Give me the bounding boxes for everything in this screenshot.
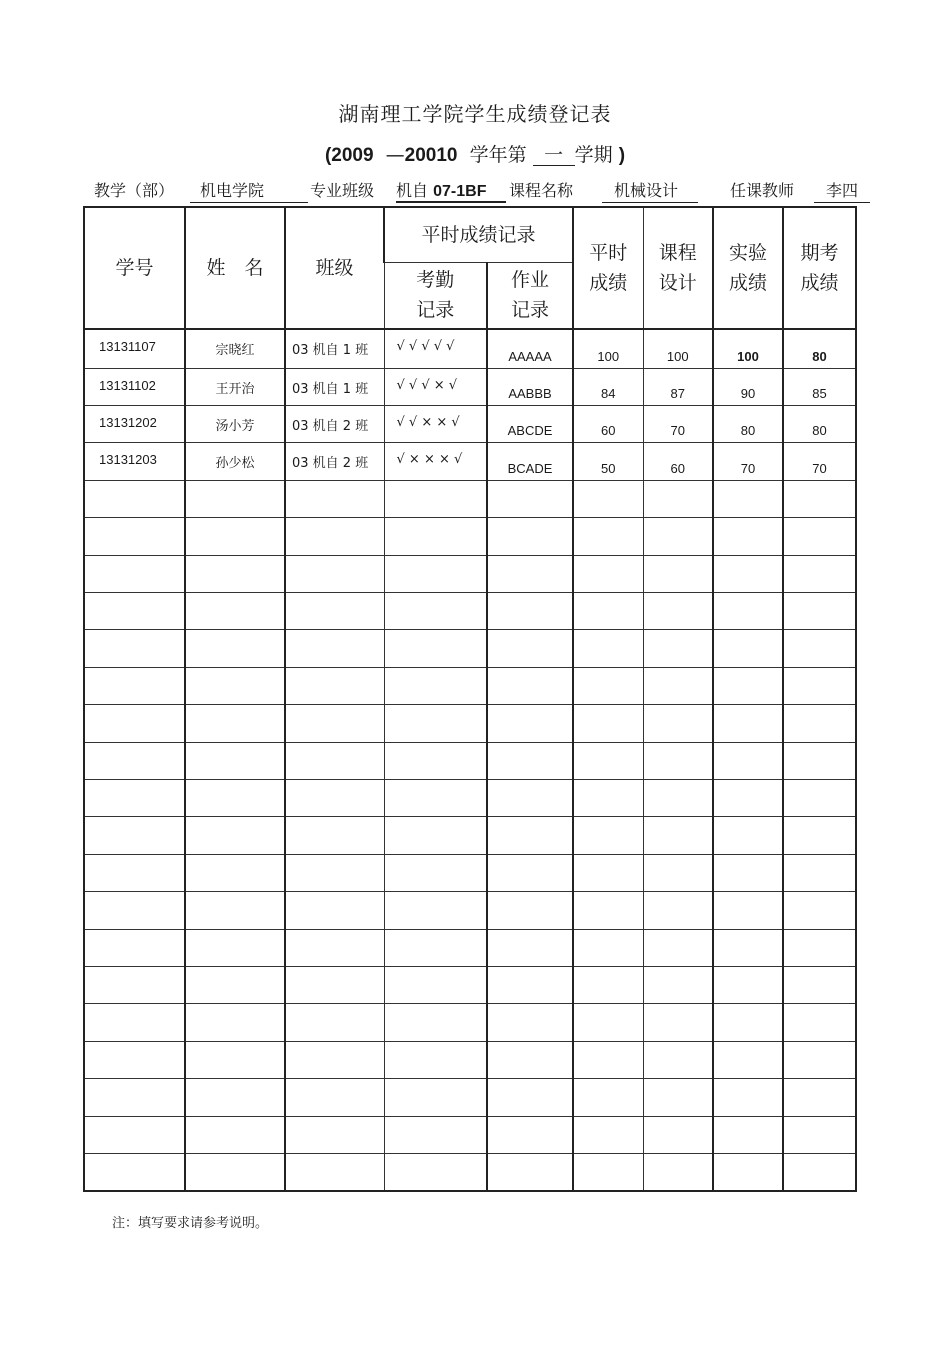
cell-class: 03 机自 2 班: [285, 443, 384, 480]
teacher-value-text: 李四: [826, 181, 859, 200]
cell-homework: [487, 854, 573, 891]
cell-homework: [487, 817, 573, 854]
cell-course-design: [643, 705, 713, 742]
cell-student-id: [84, 480, 185, 517]
cell-name: [185, 967, 285, 1004]
cell-regular-score: [573, 929, 643, 966]
term-line: [0, 140, 950, 167]
header-student-id: 学号: [84, 207, 185, 329]
cell-homework: [487, 480, 573, 517]
cell-homework: [487, 592, 573, 629]
cell-course-design: 87: [643, 368, 713, 405]
cell-class: [285, 817, 384, 854]
cell-attendance: [384, 1041, 487, 1078]
cell-homework: [487, 779, 573, 816]
cell-final-score: [783, 929, 856, 966]
cell-lab-score: [713, 1154, 783, 1191]
header-attendance: 考勤 记录: [384, 262, 487, 329]
cell-attendance: √ √ × × √: [384, 405, 487, 442]
cell-attendance: [384, 705, 487, 742]
cell-homework: AABBB: [487, 368, 573, 405]
cell-name: [185, 817, 285, 854]
cell-attendance: [384, 1116, 487, 1153]
table-row: [84, 480, 856, 517]
cell-lab-score: [713, 630, 783, 667]
cell-name: [185, 480, 285, 517]
term-number: 一: [533, 145, 575, 166]
cell-lab-score: [713, 779, 783, 816]
cell-name: 王开治: [185, 368, 285, 405]
cell-class: [285, 1041, 384, 1078]
table-row: [84, 1079, 856, 1116]
cell-regular-score: [573, 705, 643, 742]
cell-lab-score: [713, 892, 783, 929]
cell-lab-score: [713, 817, 783, 854]
cell-student-id: [84, 555, 185, 592]
header-final-score: 期考 成绩: [783, 207, 856, 329]
cell-student-id: [84, 705, 185, 742]
cell-homework: [487, 929, 573, 966]
cell-course-design: [643, 1116, 713, 1153]
cell-homework: [487, 667, 573, 704]
cell-class: [285, 630, 384, 667]
cell-final-score: [783, 705, 856, 742]
cell-final-score: [783, 518, 856, 555]
cell-name: 汤小芳: [185, 405, 285, 442]
cell-class: [285, 967, 384, 1004]
cell-class: 03 机自 2 班: [285, 405, 384, 442]
cell-student-id: [84, 817, 185, 854]
table-row: [84, 368, 856, 405]
cell-final-score: [783, 779, 856, 816]
table-row: [84, 630, 856, 667]
cell-course-design: [643, 1079, 713, 1116]
class-value: [396, 178, 506, 203]
cell-name: [185, 555, 285, 592]
cell-homework: [487, 967, 573, 1004]
cell-class: [285, 518, 384, 555]
cell-regular-score: [573, 592, 643, 629]
cell-course-design: [643, 555, 713, 592]
class-value-prefix: 机自: [396, 181, 429, 200]
cell-final-score: 85: [783, 368, 856, 405]
cell-course-design: 100: [643, 329, 713, 368]
cell-name: [185, 518, 285, 555]
table-row: [84, 817, 856, 854]
cell-lab-score: 80: [713, 405, 783, 442]
cell-course-design: [643, 892, 713, 929]
cell-name: [185, 630, 285, 667]
cell-final-score: [783, 1079, 856, 1116]
dept-value-text: 机电学院: [200, 181, 265, 200]
cell-class: 03 机自 1 班: [285, 329, 384, 368]
cell-final-score: [783, 1116, 856, 1153]
cell-attendance: [384, 480, 487, 517]
footnote: 注：填写要求请参考说明。: [112, 1216, 269, 1231]
year-dash: —: [385, 144, 405, 166]
form-title: 湖南理工学院学生成绩登记表: [338, 102, 612, 126]
cell-lab-score: 100: [713, 329, 783, 368]
grade-table: [83, 206, 857, 1192]
close-paren: ): [618, 145, 626, 166]
cell-course-design: [643, 518, 713, 555]
cell-final-score: [783, 1041, 856, 1078]
cell-course-design: [643, 779, 713, 816]
cell-student-id: [84, 592, 185, 629]
cell-class: [285, 779, 384, 816]
cell-student-id: [84, 742, 185, 779]
cell-name: [185, 1041, 285, 1078]
cell-name: [185, 892, 285, 929]
cell-student-id: [84, 667, 185, 704]
cell-regular-score: [573, 1154, 643, 1191]
cell-name: [185, 667, 285, 704]
header-course-design: 课程 设计: [643, 207, 713, 329]
cell-attendance: √ √ √ √ √: [384, 329, 487, 368]
header-class: 班级: [285, 207, 384, 329]
cell-course-design: [643, 742, 713, 779]
cell-course-design: [643, 854, 713, 891]
cell-regular-score: [573, 742, 643, 779]
cell-class: [285, 929, 384, 966]
cell-name: 孙少松: [185, 443, 285, 480]
cell-course-design: [643, 667, 713, 704]
cell-final-score: [783, 480, 856, 517]
cell-homework: [487, 1154, 573, 1191]
course-info-line: [94, 178, 874, 202]
table-row: [84, 1041, 856, 1078]
cell-name: 宗晓红: [185, 329, 285, 368]
cell-course-design: 70: [643, 405, 713, 442]
cell-homework: [487, 1116, 573, 1153]
course-value: [602, 178, 698, 203]
year-word: 学年第: [469, 144, 527, 166]
cell-homework: [487, 1041, 573, 1078]
cell-lab-score: [713, 1004, 783, 1041]
cell-student-id: 13131202: [84, 405, 185, 442]
cell-final-score: [783, 1004, 856, 1041]
table-row: [84, 555, 856, 592]
cell-lab-score: [713, 854, 783, 891]
cell-course-design: [643, 817, 713, 854]
table-row: [84, 705, 856, 742]
cell-regular-score: [573, 1041, 643, 1078]
cell-student-id: [84, 929, 185, 966]
cell-attendance: [384, 1004, 487, 1041]
cell-regular-score: 84: [573, 368, 643, 405]
cell-attendance: [384, 967, 487, 1004]
table-row: [84, 592, 856, 629]
table-row: [84, 967, 856, 1004]
cell-homework: [487, 705, 573, 742]
cell-course-design: [643, 1041, 713, 1078]
cell-lab-score: 70: [713, 443, 783, 480]
teacher-label: 任课教师: [730, 181, 795, 200]
cell-student-id: [84, 1004, 185, 1041]
cell-course-design: [643, 1154, 713, 1191]
cell-course-design: [643, 630, 713, 667]
cell-final-score: [783, 854, 856, 891]
cell-regular-score: [573, 967, 643, 1004]
cell-regular-score: [573, 480, 643, 517]
cell-final-score: [783, 667, 856, 704]
cell-final-score: 80: [783, 405, 856, 442]
cell-regular-score: [573, 630, 643, 667]
cell-regular-score: [573, 1079, 643, 1116]
table-row: [84, 929, 856, 966]
table-row: [84, 443, 856, 480]
cell-lab-score: [713, 555, 783, 592]
cell-name: [185, 854, 285, 891]
cell-student-id: 13131203: [84, 443, 185, 480]
cell-attendance: [384, 817, 487, 854]
cell-lab-score: [713, 929, 783, 966]
cell-name: [185, 705, 285, 742]
cell-course-design: [643, 1004, 713, 1041]
cell-course-design: 60: [643, 443, 713, 480]
cell-final-score: [783, 967, 856, 1004]
cell-final-score: 70: [783, 443, 856, 480]
cell-homework: ABCDE: [487, 405, 573, 442]
cell-attendance: [384, 892, 487, 929]
cell-class: [285, 667, 384, 704]
cell-regular-score: [573, 854, 643, 891]
cell-attendance: [384, 518, 487, 555]
cell-homework: [487, 1004, 573, 1041]
cell-attendance: [384, 555, 487, 592]
cell-homework: BCADE: [487, 443, 573, 480]
header-regular-group: 平时成绩记录: [384, 207, 573, 262]
cell-course-design: [643, 592, 713, 629]
dept-value: [190, 178, 308, 203]
cell-regular-score: 60: [573, 405, 643, 442]
cell-name: [185, 592, 285, 629]
cell-homework: [487, 555, 573, 592]
cell-lab-score: [713, 1116, 783, 1153]
cell-class: 03 机自 1 班: [285, 368, 384, 405]
term-word: 学期: [574, 144, 613, 166]
cell-class: [285, 854, 384, 891]
cell-student-id: [84, 854, 185, 891]
class-label: 专业班级: [310, 181, 375, 200]
cell-student-id: [84, 518, 185, 555]
cell-homework: [487, 630, 573, 667]
cell-student-id: 13131107: [84, 329, 185, 368]
cell-regular-score: [573, 667, 643, 704]
header-name: 姓 名: [185, 207, 285, 329]
cell-lab-score: [713, 742, 783, 779]
cell-lab-score: [713, 1079, 783, 1116]
table-row: [84, 405, 856, 442]
table-row: [84, 667, 856, 704]
cell-student-id: [84, 630, 185, 667]
cell-student-id: [84, 892, 185, 929]
year-start: 2009: [331, 145, 374, 166]
cell-lab-score: [713, 480, 783, 517]
cell-student-id: [84, 967, 185, 1004]
cell-attendance: [384, 779, 487, 816]
table-row: [84, 1004, 856, 1041]
cell-lab-score: [713, 705, 783, 742]
cell-student-id: 13131102: [84, 368, 185, 405]
table-row: [84, 329, 856, 368]
cell-regular-score: 50: [573, 443, 643, 480]
cell-student-id: [84, 779, 185, 816]
cell-attendance: [384, 854, 487, 891]
cell-lab-score: [713, 667, 783, 704]
cell-course-design: [643, 967, 713, 1004]
cell-final-score: [783, 592, 856, 629]
teacher-value: [814, 178, 870, 203]
cell-student-id: [84, 1154, 185, 1191]
table-row: [84, 1116, 856, 1153]
header-regular-score: 平时 成绩: [573, 207, 643, 329]
table-row: [84, 892, 856, 929]
cell-lab-score: [713, 1041, 783, 1078]
cell-regular-score: [573, 892, 643, 929]
cell-course-design: [643, 480, 713, 517]
table-row: [84, 1154, 856, 1191]
cell-student-id: [84, 1041, 185, 1078]
cell-attendance: [384, 929, 487, 966]
cell-final-score: [783, 742, 856, 779]
cell-final-score: [783, 892, 856, 929]
cell-regular-score: [573, 518, 643, 555]
cell-final-score: [783, 817, 856, 854]
cell-lab-score: [713, 518, 783, 555]
cell-class: [285, 1116, 384, 1153]
course-value-text: 机械设计: [614, 181, 679, 200]
cell-final-score: [783, 555, 856, 592]
dept-label: 教学（部）: [94, 181, 175, 200]
cell-name: [185, 742, 285, 779]
cell-student-id: [84, 1079, 185, 1116]
cell-regular-score: [573, 817, 643, 854]
cell-class: [285, 592, 384, 629]
cell-class: [285, 705, 384, 742]
cell-homework: [487, 1079, 573, 1116]
cell-name: [185, 929, 285, 966]
cell-final-score: [783, 1154, 856, 1191]
cell-name: [185, 779, 285, 816]
cell-final-score: [783, 630, 856, 667]
cell-regular-score: [573, 1004, 643, 1041]
header-lab-score: 实验 成绩: [713, 207, 783, 329]
table-row: [84, 518, 856, 555]
cell-name: [185, 1004, 285, 1041]
course-label: 课程名称: [509, 181, 574, 200]
cell-homework: [487, 892, 573, 929]
year-end: 20010: [404, 145, 458, 166]
cell-regular-score: [573, 779, 643, 816]
cell-course-design: [643, 929, 713, 966]
cell-attendance: [384, 742, 487, 779]
table-row: [84, 779, 856, 816]
cell-name: [185, 1079, 285, 1116]
cell-name: [185, 1116, 285, 1153]
cell-lab-score: 90: [713, 368, 783, 405]
cell-attendance: √ × × × √: [384, 443, 487, 480]
cell-lab-score: [713, 967, 783, 1004]
cell-final-score: 80: [783, 329, 856, 368]
cell-class: [285, 1004, 384, 1041]
class-value-code: 07-1BF: [433, 183, 487, 200]
table-row: [84, 742, 856, 779]
cell-attendance: [384, 630, 487, 667]
cell-attendance: [384, 667, 487, 704]
cell-regular-score: [573, 1116, 643, 1153]
table-row: [84, 854, 856, 891]
cell-homework: [487, 518, 573, 555]
cell-class: [285, 1079, 384, 1116]
cell-name: [185, 1154, 285, 1191]
cell-class: [285, 555, 384, 592]
cell-class: [285, 480, 384, 517]
cell-attendance: √ √ √ × √: [384, 368, 487, 405]
cell-attendance: [384, 1079, 487, 1116]
cell-class: [285, 892, 384, 929]
cell-regular-score: [573, 555, 643, 592]
open-paren: (: [324, 145, 332, 166]
header-homework: 作业 记录: [487, 262, 573, 329]
cell-attendance: [384, 592, 487, 629]
cell-homework: [487, 742, 573, 779]
cell-attendance: [384, 1154, 487, 1191]
cell-regular-score: 100: [573, 329, 643, 368]
cell-class: [285, 1154, 384, 1191]
cell-lab-score: [713, 592, 783, 629]
cell-class: [285, 742, 384, 779]
cell-homework: AAAAA: [487, 329, 573, 368]
cell-student-id: [84, 1116, 185, 1153]
